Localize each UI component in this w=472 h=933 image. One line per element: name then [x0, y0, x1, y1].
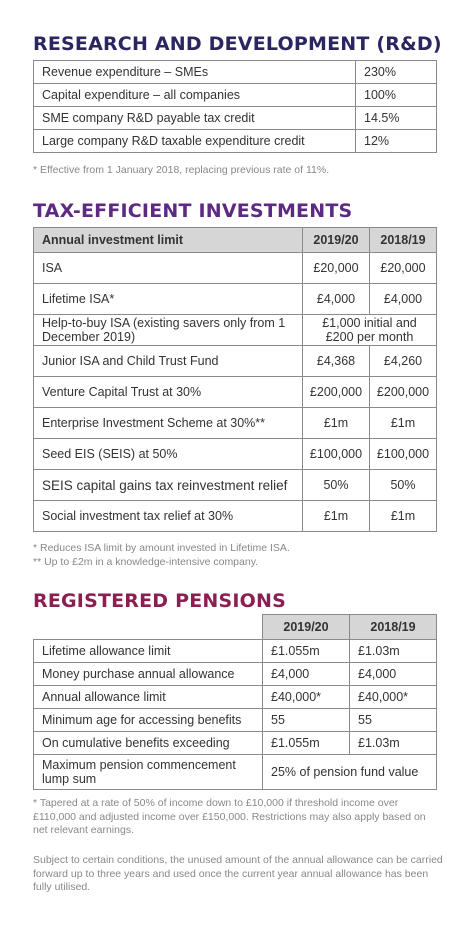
table-row — [34, 408, 437, 439]
row-label: Minimum age for accessing benefits — [34, 709, 263, 732]
row-value: 55 — [263, 709, 350, 732]
row-label: Large company R&D taxable expenditure credit — [34, 130, 356, 153]
row-value: £4,000 — [370, 284, 437, 315]
rd-footnote: * Effective from 1 January 2018, replacing previous rate of 11%. — [33, 164, 330, 176]
table-row — [34, 755, 437, 790]
table-row — [34, 470, 437, 501]
table-row — [34, 130, 437, 153]
table-header-row — [34, 615, 437, 640]
row-label: Junior ISA and Child Trust Fund — [34, 346, 303, 377]
row-value: £1.03m — [350, 732, 437, 755]
row-value: 100% — [356, 84, 437, 107]
pensions-heading: REGISTERED PENSIONS — [33, 590, 286, 612]
table-row — [34, 686, 437, 709]
row-value: 12% — [356, 130, 437, 153]
row-value: £1.055m — [263, 732, 350, 755]
row-value: £1m — [303, 408, 370, 439]
row-value-merged: £1,000 initial and £200 per month — [303, 315, 437, 346]
header-blank-cell — [34, 615, 263, 640]
row-value: £1m — [370, 501, 437, 532]
row-value: £4,260 — [370, 346, 437, 377]
row-label: SEIS capital gains tax reinvestment relief — [34, 470, 303, 501]
table-row — [34, 709, 437, 732]
row-label: Money purchase annual allowance — [34, 663, 263, 686]
table-row — [34, 439, 437, 470]
row-label: Annual allowance limit — [34, 686, 263, 709]
row-value: £40,000* — [350, 686, 437, 709]
rd-heading: RESEARCH AND DEVELOPMENT (R&D) — [33, 33, 442, 55]
table-row — [34, 84, 437, 107]
row-value: 14.5% — [356, 107, 437, 130]
row-label: Venture Capital Trust at 30% — [34, 377, 303, 408]
row-value-merged: 25% of pension fund value — [263, 755, 437, 790]
tax-table — [33, 227, 437, 532]
tax-footnote-2: ** Up to £2m in a knowledge-intensive company. — [33, 556, 259, 568]
row-value: £4,000 — [350, 663, 437, 686]
row-value: £4,000 — [303, 284, 370, 315]
row-label: SME company R&D payable tax credit — [34, 107, 356, 130]
row-label: ISA — [34, 253, 303, 284]
row-label: Seed EIS (SEIS) at 50% — [34, 439, 303, 470]
table-row — [34, 663, 437, 686]
table-row — [34, 107, 437, 130]
row-label: Help-to-buy ISA (existing savers only from 1 December 2019) — [34, 315, 303, 346]
row-value: £1m — [370, 408, 437, 439]
row-value: £40,000* — [263, 686, 350, 709]
table-row — [34, 61, 437, 84]
row-value: 50% — [370, 470, 437, 501]
table-row — [34, 346, 437, 377]
row-value: £1.03m — [350, 640, 437, 663]
table-row — [34, 284, 437, 315]
row-value: £200,000 — [370, 377, 437, 408]
row-value: 55 — [350, 709, 437, 732]
table-row — [34, 640, 437, 663]
row-label: Capital expenditure – all companies — [34, 84, 356, 107]
row-value: £100,000 — [303, 439, 370, 470]
row-value: £20,000 — [370, 253, 437, 284]
row-label: On cumulative benefits exceeding — [34, 732, 263, 755]
row-value: £100,000 — [370, 439, 437, 470]
row-label: Enterprise Investment Scheme at 30%** — [34, 408, 303, 439]
row-value: £4,368 — [303, 346, 370, 377]
pensions-footnote: * Tapered at a rate of 50% of income down to £10,000 if threshold income over £110,000 and adjusted income over £150,000. Restrictions may also apply based on net relevant earnings. — [33, 797, 426, 836]
column-header: 2019/20 — [303, 228, 370, 253]
column-header: Annual investment limit — [34, 228, 303, 253]
row-value: £1.055m — [263, 640, 350, 663]
table-row — [34, 377, 437, 408]
table-row — [34, 315, 437, 346]
column-header: 2019/20 — [263, 615, 350, 640]
tax-footnote-1: * Reduces ISA limit by amount invested in Lifetime ISA. — [33, 542, 290, 554]
pensions-table — [33, 614, 437, 790]
row-value: 50% — [303, 470, 370, 501]
row-label: Lifetime allowance limit — [34, 640, 263, 663]
table-row — [34, 253, 437, 284]
column-header: 2018/19 — [370, 228, 437, 253]
table-row — [34, 501, 437, 532]
table-row — [34, 732, 437, 755]
row-label: Social investment tax relief at 30% — [34, 501, 303, 532]
row-value: £200,000 — [303, 377, 370, 408]
row-label: Maximum pension commencement lump sum — [34, 755, 263, 790]
table-header-row — [34, 228, 437, 253]
row-value: 230% — [356, 61, 437, 84]
row-label: Lifetime ISA* — [34, 284, 303, 315]
pensions-paragraph: Subject to certain conditions, the unused amount of the annual allowance can be carried forward up to three years and used once the current year annual allowance has been fully utilised. — [33, 854, 443, 893]
row-label: Revenue expenditure – SMEs — [34, 61, 356, 84]
column-header: 2018/19 — [350, 615, 437, 640]
rd-table — [33, 60, 437, 153]
row-value: £4,000 — [263, 663, 350, 686]
row-value: £20,000 — [303, 253, 370, 284]
row-value: £1m — [303, 501, 370, 532]
tax-heading: TAX-EFFICIENT INVESTMENTS — [33, 200, 353, 222]
